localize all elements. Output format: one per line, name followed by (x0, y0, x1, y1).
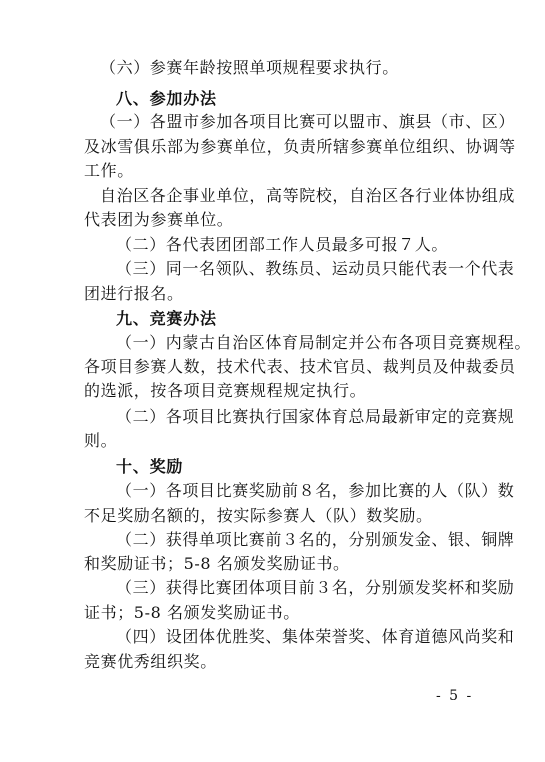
paragraph-line: （二）各代表团团部工作人员最多可报７人。 (116, 235, 449, 254)
paragraph-line: 和奖励证书；5-8 名颁发奖励证书。 (84, 554, 350, 573)
section-heading-competition: 九、竞赛办法 (116, 309, 217, 328)
paragraph-line: （三）获得比赛团体项目前３名，分别颁发奖杯和奖励 (116, 578, 515, 597)
section-heading-participation: 八、参加办法 (116, 89, 217, 108)
paragraph-line: 证书；5-8 名颁发奖励证书。 (84, 603, 300, 622)
paragraph-line: 则。 (84, 431, 118, 450)
paragraph-line: 的选派，按各项目竞赛规程规定执行。 (84, 381, 367, 400)
paragraph-line: 工作。 (84, 161, 134, 180)
paragraph-line: （六）参赛年龄按照单项规程要求执行。 (100, 58, 399, 77)
paragraph-line: （一）各盟市参加各项目比赛可以盟市、旗县（市、区） (100, 112, 516, 131)
paragraph-line: （一）各项目比赛奖励前８名，参加比赛的人（队）数 (116, 481, 515, 500)
section-heading-awards: 十、奖励 (116, 457, 184, 476)
paragraph-line: 自治区各企事业单位，高等院校，自治区各行业体协组成 (100, 186, 516, 205)
paragraph-line: 竞赛优秀组织奖。 (84, 652, 217, 671)
paragraph-line: （二）各项目比赛执行国家体育总局最新审定的竞赛规 (116, 407, 515, 426)
paragraph-line: （二）获得单项比赛前３名的，分别颁发金、银、铜牌 (116, 530, 515, 549)
paragraph-line: （一）内蒙古自治区体育局制定并公布各项目竞赛规程。 (116, 333, 532, 352)
paragraph-line: 不足奖励名额的，按实际参赛人（队）数奖励。 (84, 506, 433, 525)
page-number: - 5 - (436, 688, 474, 704)
paragraph-line: 代表团为参赛单位。 (84, 210, 234, 229)
paragraph-line: 团进行报名。 (84, 284, 184, 303)
paragraph-line: （四）设团体优胜奖、集体荣誉奖、体育道德风尚奖和 (116, 627, 515, 646)
paragraph-line: 及冰雪俱乐部为参赛单位，负责所辖参赛单位组织、协调等 (84, 137, 516, 156)
paragraph-line: （三）同一名领队、教练员、运动员只能代表一个代表 (116, 259, 515, 278)
paragraph-line: 各项目参赛人数，技术代表、技术官员、裁判员及仲裁委员 (84, 357, 516, 376)
